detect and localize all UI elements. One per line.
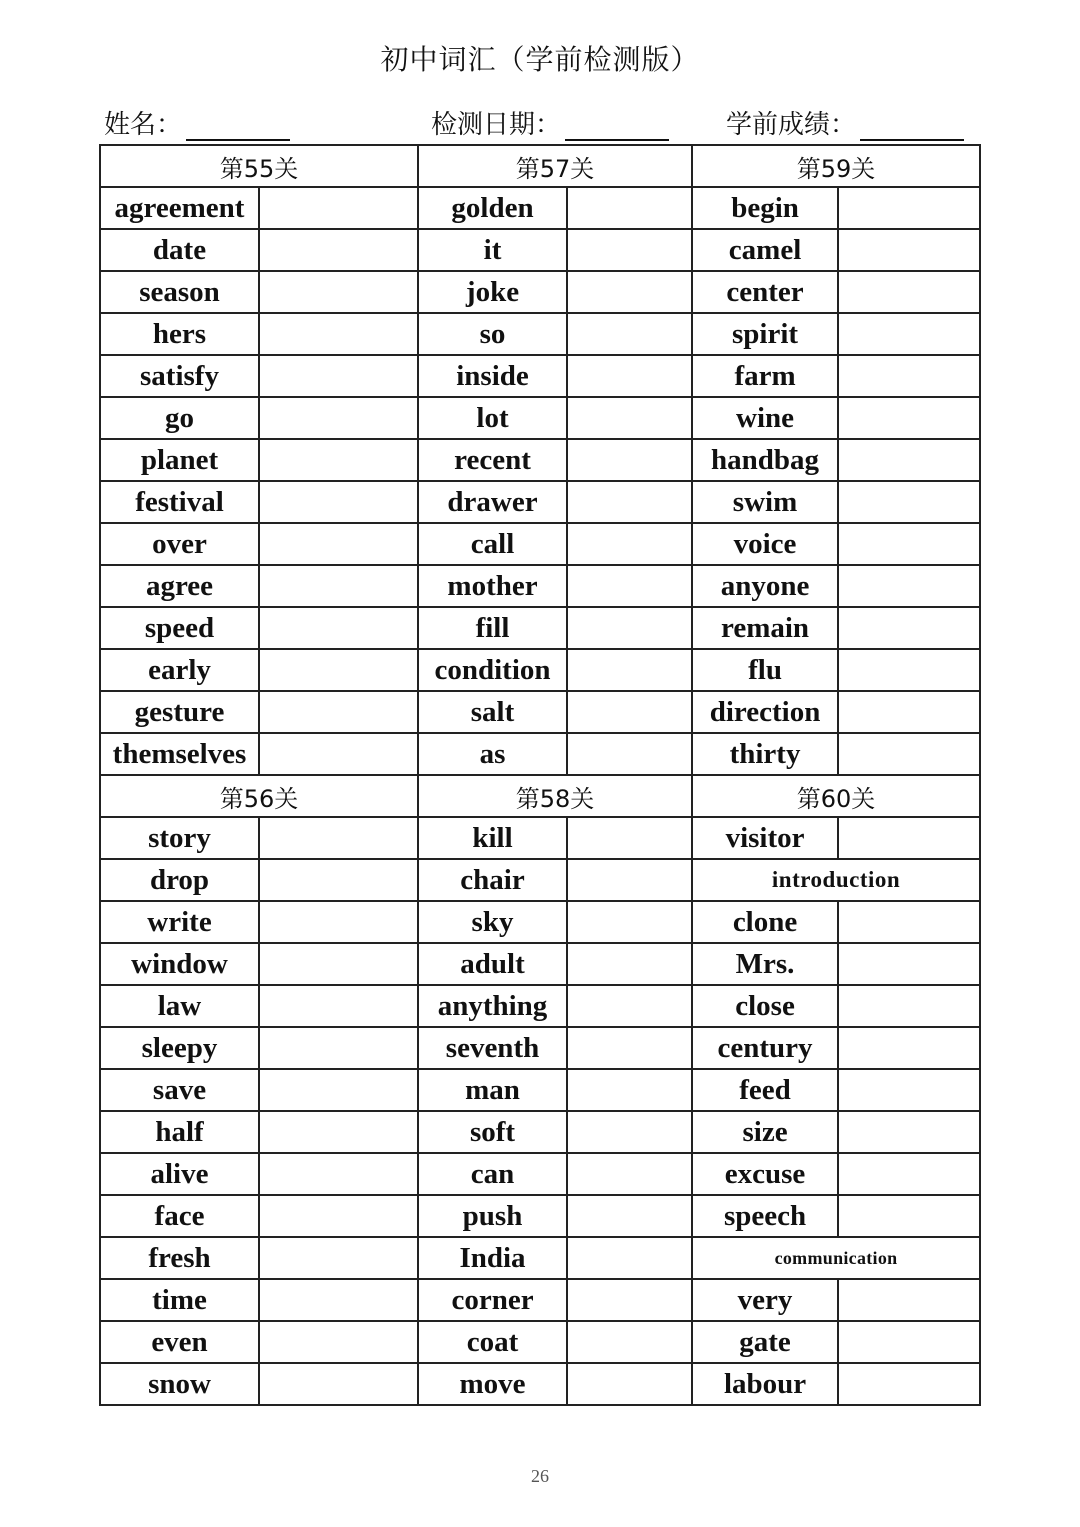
vocabulary-word: introduction <box>692 859 980 901</box>
vocabulary-word: direction <box>692 691 838 733</box>
vocabulary-word: story <box>100 817 259 859</box>
word-row <box>100 313 980 355</box>
word-row <box>100 565 980 607</box>
answer-cell[interactable] <box>567 649 692 691</box>
answer-cell[interactable] <box>259 1279 418 1321</box>
answer-cell[interactable] <box>567 1279 692 1321</box>
vocabulary-word: condition <box>418 649 567 691</box>
word-row <box>100 397 980 439</box>
vocabulary-word: drawer <box>418 481 567 523</box>
vocabulary-word: drop <box>100 859 259 901</box>
vocabulary-word: century <box>692 1027 838 1069</box>
answer-cell[interactable] <box>567 397 692 439</box>
answer-cell[interactable] <box>259 1069 418 1111</box>
vocabulary-word: center <box>692 271 838 313</box>
word-row <box>100 1069 980 1111</box>
vocabulary-word: hers <box>100 313 259 355</box>
score-field <box>726 104 964 141</box>
answer-cell[interactable] <box>259 187 418 229</box>
answer-cell[interactable] <box>838 1321 980 1363</box>
answer-cell[interactable] <box>259 733 418 775</box>
answer-cell[interactable] <box>259 691 418 733</box>
answer-cell[interactable] <box>259 901 418 943</box>
answer-cell[interactable] <box>838 355 980 397</box>
vocabulary-word: handbag <box>692 439 838 481</box>
vocabulary-word: thirty <box>692 733 838 775</box>
word-row <box>100 523 980 565</box>
answer-cell[interactable] <box>838 649 980 691</box>
answer-cell[interactable] <box>838 439 980 481</box>
level-header: 第59关 <box>692 145 980 187</box>
date-field <box>431 104 669 141</box>
answer-cell[interactable] <box>838 271 980 313</box>
vocabulary-word: joke <box>418 271 567 313</box>
answer-cell[interactable] <box>567 355 692 397</box>
vocabulary-word: camel <box>692 229 838 271</box>
answer-cell[interactable] <box>567 1069 692 1111</box>
answer-cell[interactable] <box>838 1111 980 1153</box>
vocabulary-word: fill <box>418 607 567 649</box>
vocabulary-word: push <box>418 1195 567 1237</box>
vocabulary-word: seventh <box>418 1027 567 1069</box>
vocabulary-word: it <box>418 229 567 271</box>
vocabulary-word: face <box>100 1195 259 1237</box>
answer-cell[interactable] <box>838 1279 980 1321</box>
answer-cell[interactable] <box>259 523 418 565</box>
answer-cell[interactable] <box>567 691 692 733</box>
vocabulary-word: visitor <box>692 817 838 859</box>
answer-cell[interactable] <box>259 607 418 649</box>
vocabulary-word: very <box>692 1279 838 1321</box>
name-field <box>104 104 290 141</box>
answer-cell[interactable] <box>567 229 692 271</box>
word-row <box>100 355 980 397</box>
vocabulary-word: chair <box>418 859 567 901</box>
vocabulary-word: go <box>100 397 259 439</box>
student-info-row <box>104 104 980 144</box>
vocabulary-word: wine <box>692 397 838 439</box>
vocabulary-word: Mrs. <box>692 943 838 985</box>
word-row <box>100 1153 980 1195</box>
word-row <box>100 439 980 481</box>
vocabulary-word: gesture <box>100 691 259 733</box>
answer-cell[interactable] <box>567 1237 692 1279</box>
vocabulary-word: farm <box>692 355 838 397</box>
vocabulary-word: anyone <box>692 565 838 607</box>
answer-cell[interactable] <box>838 1195 980 1237</box>
date-label: 检测日期： <box>431 110 562 140</box>
word-row <box>100 271 980 313</box>
word-row <box>100 649 980 691</box>
word-row <box>100 985 980 1027</box>
vocabulary-word: adult <box>418 943 567 985</box>
answer-cell[interactable] <box>259 859 418 901</box>
vocabulary-word: clone <box>692 901 838 943</box>
word-row <box>100 691 980 733</box>
word-row <box>100 607 980 649</box>
vocabulary-word: voice <box>692 523 838 565</box>
answer-cell[interactable] <box>838 523 980 565</box>
vocabulary-word: as <box>418 733 567 775</box>
answer-cell[interactable] <box>838 817 980 859</box>
word-row <box>100 901 980 943</box>
vocabulary-word: golden <box>418 187 567 229</box>
answer-cell[interactable] <box>259 985 418 1027</box>
answer-cell[interactable] <box>567 271 692 313</box>
answer-cell[interactable] <box>838 313 980 355</box>
vocabulary-word: size <box>692 1111 838 1153</box>
vocabulary-word: salt <box>418 691 567 733</box>
answer-cell[interactable] <box>838 565 980 607</box>
vocabulary-word: even <box>100 1321 259 1363</box>
vocabulary-word: call <box>418 523 567 565</box>
word-row <box>100 1279 980 1321</box>
vocabulary-word: mother <box>418 565 567 607</box>
name-label: 姓名： <box>104 110 183 140</box>
answer-cell[interactable] <box>259 649 418 691</box>
answer-cell[interactable] <box>259 1027 418 1069</box>
vocabulary-word: so <box>418 313 567 355</box>
page-number: 26 <box>531 1466 549 1486</box>
answer-cell[interactable] <box>838 1027 980 1069</box>
answer-cell[interactable] <box>567 313 692 355</box>
answer-cell[interactable] <box>567 1321 692 1363</box>
answer-cell[interactable] <box>259 481 418 523</box>
answer-cell[interactable] <box>567 943 692 985</box>
vocabulary-word: window <box>100 943 259 985</box>
word-row <box>100 943 980 985</box>
answer-cell[interactable] <box>567 901 692 943</box>
vocabulary-word: planet <box>100 439 259 481</box>
answer-cell[interactable] <box>838 187 980 229</box>
vocabulary-word: remain <box>692 607 838 649</box>
vocabulary-word: early <box>100 649 259 691</box>
answer-cell[interactable] <box>259 229 418 271</box>
answer-cell[interactable] <box>259 1111 418 1153</box>
answer-cell[interactable] <box>259 1237 418 1279</box>
answer-cell[interactable] <box>567 859 692 901</box>
vocabulary-word: law <box>100 985 259 1027</box>
vocabulary-word: satisfy <box>100 355 259 397</box>
vocabulary-word: swim <box>692 481 838 523</box>
word-row <box>100 733 980 775</box>
answer-cell[interactable] <box>259 943 418 985</box>
vocabulary-word: kill <box>418 817 567 859</box>
score-label: 学前成绩： <box>726 110 857 140</box>
answer-cell[interactable] <box>567 607 692 649</box>
word-row <box>100 1363 980 1405</box>
word-row <box>100 1321 980 1363</box>
answer-cell[interactable] <box>567 817 692 859</box>
word-row <box>100 1111 980 1153</box>
vocabulary-word: can <box>418 1153 567 1195</box>
word-row <box>100 187 980 229</box>
vocabulary-word: speed <box>100 607 259 649</box>
level-header-row <box>100 775 980 817</box>
vocabulary-word: inside <box>418 355 567 397</box>
level-header: 第56关 <box>100 775 418 817</box>
answer-cell[interactable] <box>259 439 418 481</box>
answer-cell[interactable] <box>567 985 692 1027</box>
word-row <box>100 1027 980 1069</box>
answer-cell[interactable] <box>259 817 418 859</box>
vocabulary-word: over <box>100 523 259 565</box>
vocabulary-word: date <box>100 229 259 271</box>
answer-cell[interactable] <box>838 481 980 523</box>
answer-cell[interactable] <box>567 1153 692 1195</box>
answer-cell[interactable] <box>259 1321 418 1363</box>
answer-cell[interactable] <box>838 607 980 649</box>
answer-cell[interactable] <box>259 397 418 439</box>
word-row <box>100 859 980 901</box>
answer-cell[interactable] <box>838 691 980 733</box>
vocabulary-word: gate <box>692 1321 838 1363</box>
answer-cell[interactable] <box>567 1363 692 1405</box>
vocabulary-word: coat <box>418 1321 567 1363</box>
level-header: 第60关 <box>692 775 980 817</box>
answer-cell[interactable] <box>838 1069 980 1111</box>
vocabulary-word: India <box>418 1237 567 1279</box>
level-header: 第58关 <box>418 775 692 817</box>
vocabulary-word: save <box>100 1069 259 1111</box>
answer-cell[interactable] <box>838 901 980 943</box>
word-row <box>100 1237 980 1279</box>
vocabulary-word: feed <box>692 1069 838 1111</box>
answer-cell[interactable] <box>567 733 692 775</box>
vocabulary-word: themselves <box>100 733 259 775</box>
vocabulary-word: recent <box>418 439 567 481</box>
vocabulary-word: flu <box>692 649 838 691</box>
vocabulary-table <box>99 144 981 1406</box>
vocabulary-word: snow <box>100 1363 259 1405</box>
answer-cell[interactable] <box>838 1153 980 1195</box>
answer-cell[interactable] <box>838 229 980 271</box>
answer-cell[interactable] <box>567 439 692 481</box>
answer-cell[interactable] <box>567 1111 692 1153</box>
answer-cell[interactable] <box>259 1363 418 1405</box>
answer-cell[interactable] <box>259 313 418 355</box>
vocabulary-word: agreement <box>100 187 259 229</box>
vocabulary-word: sleepy <box>100 1027 259 1069</box>
word-row <box>100 817 980 859</box>
answer-cell[interactable] <box>567 187 692 229</box>
page-cut-edge <box>99 1454 981 1460</box>
word-row <box>100 229 980 271</box>
vocabulary-word: sky <box>418 901 567 943</box>
vocabulary-word: communication <box>692 1237 980 1279</box>
vocabulary-word: soft <box>418 1111 567 1153</box>
date-blank[interactable] <box>565 109 669 141</box>
answer-cell[interactable] <box>838 943 980 985</box>
vocabulary-word: festival <box>100 481 259 523</box>
level-header: 第55关 <box>100 145 418 187</box>
page-title: 初中词汇（学前检测版） <box>380 43 700 76</box>
word-row <box>100 1195 980 1237</box>
vocabulary-word: excuse <box>692 1153 838 1195</box>
answer-cell[interactable] <box>259 1153 418 1195</box>
answer-cell[interactable] <box>567 481 692 523</box>
answer-cell[interactable] <box>838 1363 980 1405</box>
answer-cell[interactable] <box>567 565 692 607</box>
vocabulary-word: fresh <box>100 1237 259 1279</box>
vocabulary-word: season <box>100 271 259 313</box>
vocabulary-word: speech <box>692 1195 838 1237</box>
vocabulary-word: begin <box>692 187 838 229</box>
vocabulary-word: labour <box>692 1363 838 1405</box>
vocabulary-word: anything <box>418 985 567 1027</box>
vocabulary-word: lot <box>418 397 567 439</box>
vocabulary-word: alive <box>100 1153 259 1195</box>
vocabulary-word: spirit <box>692 313 838 355</box>
answer-cell[interactable] <box>259 271 418 313</box>
vocabulary-word: time <box>100 1279 259 1321</box>
answer-cell[interactable] <box>838 733 980 775</box>
vocabulary-word: close <box>692 985 838 1027</box>
level-header-row <box>100 145 980 187</box>
answer-cell[interactable] <box>567 1195 692 1237</box>
answer-cell[interactable] <box>259 565 418 607</box>
answer-cell[interactable] <box>838 985 980 1027</box>
answer-cell[interactable] <box>259 1195 418 1237</box>
answer-cell[interactable] <box>259 355 418 397</box>
score-blank[interactable] <box>860 109 964 141</box>
vocabulary-word: write <box>100 901 259 943</box>
vocabulary-word: half <box>100 1111 259 1153</box>
vocabulary-word: agree <box>100 565 259 607</box>
name-blank[interactable] <box>186 109 290 141</box>
word-row <box>100 481 980 523</box>
answer-cell[interactable] <box>567 523 692 565</box>
answer-cell[interactable] <box>838 397 980 439</box>
vocabulary-word: corner <box>418 1279 567 1321</box>
vocabulary-word: man <box>418 1069 567 1111</box>
answer-cell[interactable] <box>567 1027 692 1069</box>
level-header: 第57关 <box>418 145 692 187</box>
vocabulary-word: move <box>418 1363 567 1405</box>
